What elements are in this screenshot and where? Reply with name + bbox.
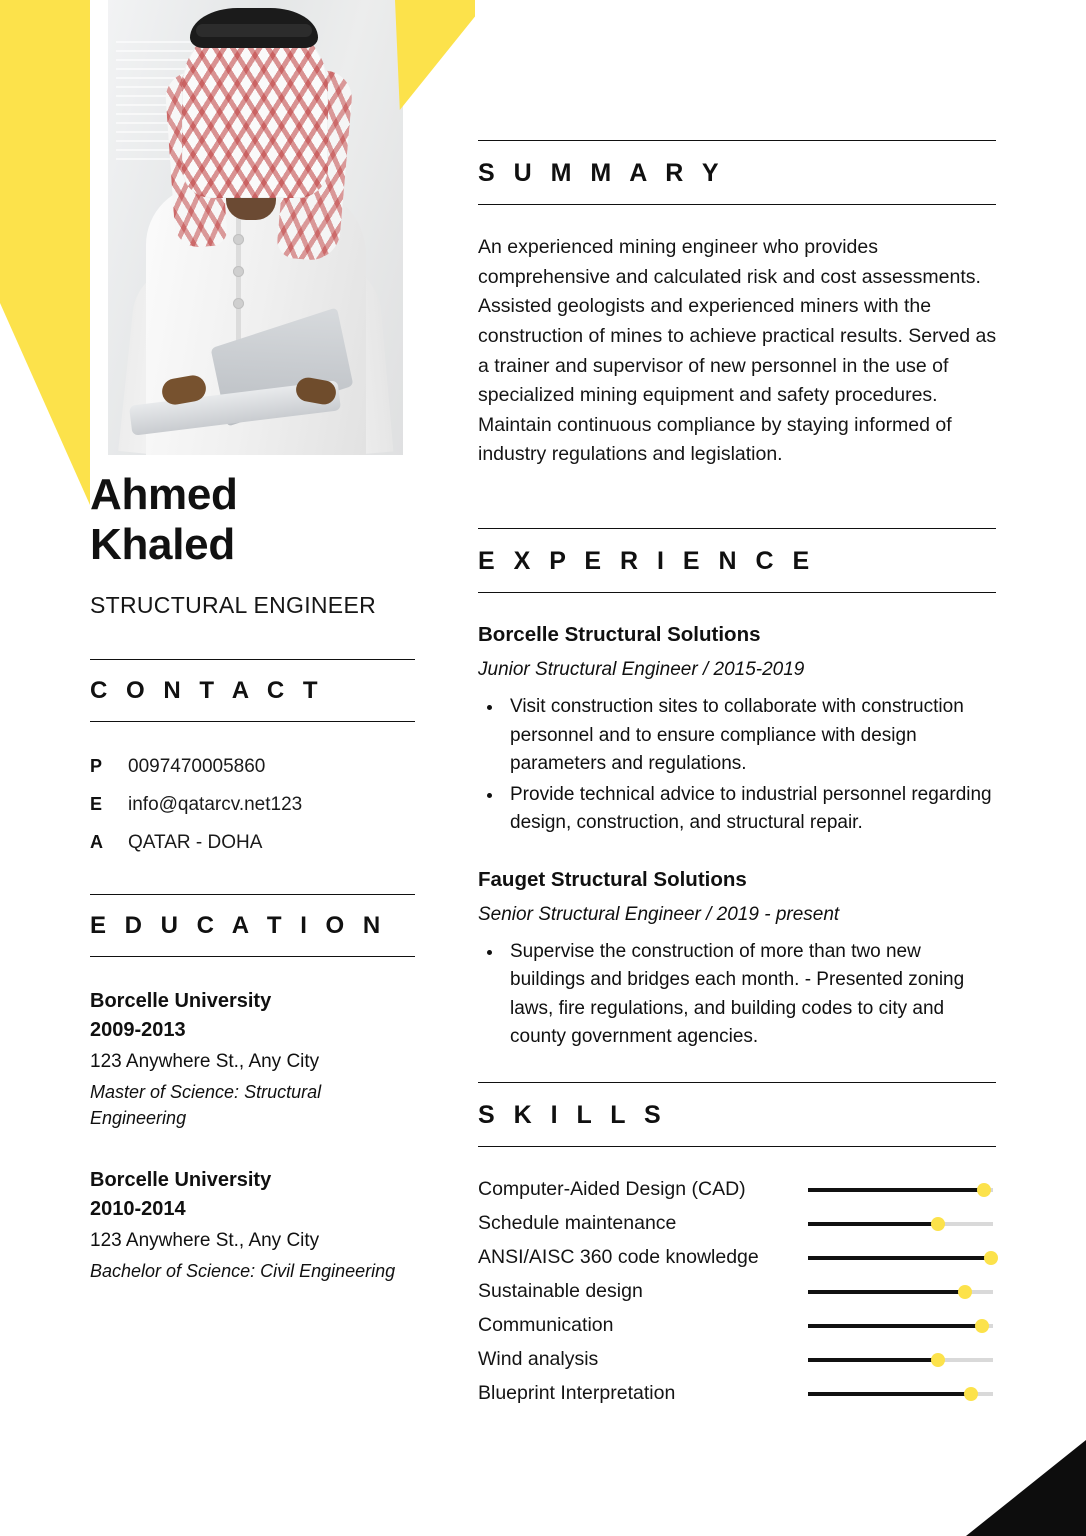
list-item <box>90 832 420 854</box>
experience-bullets <box>504 938 998 1052</box>
skill-label: Computer-Aided Design (CAD) <box>478 1178 746 1200</box>
summary-section-title: S U M M A R Y <box>478 159 725 187</box>
list-item: • Visit construction sites to collaborate with construction personnel and to ensure compliance with design parameters and regulations. <box>504 693 998 779</box>
skill-label: Sustainable design <box>478 1280 643 1302</box>
job-title: STRUCTURAL ENGINEER <box>90 592 376 619</box>
skill-meter-knob <box>931 1353 945 1367</box>
education-address: 123 Anywhere St., Any City <box>90 1229 320 1251</box>
skills-list <box>478 1173 998 1411</box>
experience-company: Borcelle Structural Solutions <box>478 623 761 646</box>
experience-bullets <box>504 693 998 838</box>
list-item <box>90 987 420 1131</box>
list-item <box>478 1309 998 1343</box>
contact-section-bottom-rule <box>90 721 415 722</box>
phone-value[interactable]: 0097470005860 <box>128 756 266 778</box>
education-degree: Master of Science: Structural Engineering <box>90 1082 322 1129</box>
skill-label: Communication <box>478 1314 614 1336</box>
skill-meter-knob <box>984 1251 998 1265</box>
skill-meter <box>808 1392 993 1396</box>
skill-label: Schedule maintenance <box>478 1212 677 1234</box>
experience-section-title: E X P E R I E N C E <box>478 547 816 575</box>
education-degree: Bachelor of Science: Civil Engineering <box>90 1260 396 1281</box>
skill-meter <box>808 1188 993 1192</box>
skill-label: ANSI/AISC 360 code knowledge <box>478 1246 759 1268</box>
skill-meter <box>808 1222 993 1226</box>
education-years: 2010-2014 <box>90 1197 186 1220</box>
education-address: 123 Anywhere St., Any City <box>90 1051 320 1073</box>
figure-button <box>233 298 244 309</box>
figure-button <box>233 266 244 277</box>
skill-meter-fill <box>808 1358 938 1362</box>
yellow-left-shape <box>0 0 90 505</box>
skill-meter <box>808 1290 993 1294</box>
avatar <box>108 0 403 455</box>
page-title <box>90 470 420 570</box>
experience-section <box>478 528 998 1052</box>
skill-label: Blueprint Interpretation <box>478 1382 676 1404</box>
skills-section <box>478 1082 998 1411</box>
experience-company: Fauget Structural Solutions <box>478 867 747 891</box>
education-school-name: Borcelle University <box>90 990 272 1013</box>
summary-section-bottom-rule <box>478 204 996 205</box>
list-item <box>478 1275 998 1309</box>
skill-meter-fill <box>808 1222 938 1226</box>
education-school-name: Borcelle University <box>90 1168 272 1191</box>
list-item <box>478 623 998 838</box>
education-school <box>90 1166 420 1224</box>
left-column <box>90 470 420 1318</box>
list-item <box>90 1166 420 1284</box>
skill-meter-fill <box>808 1324 982 1328</box>
figure-button <box>233 234 244 245</box>
experience-section-bottom-rule <box>478 592 996 593</box>
agal-cord <box>190 8 318 48</box>
name-line-2: Khaled <box>90 520 235 570</box>
address-value: QATAR - DOHA <box>128 832 263 854</box>
skill-meter <box>808 1358 993 1362</box>
skills-section-title: S K I L L S <box>478 1100 667 1129</box>
address-label: A <box>90 832 103 853</box>
right-column <box>478 140 998 1411</box>
education-list <box>90 987 420 1283</box>
list-item <box>478 1377 998 1411</box>
list-item: • Provide technical advice to industrial personnel regarding design, construction, and structural repair. <box>504 781 998 838</box>
skill-meter <box>808 1324 993 1328</box>
education-section-title: E D U C A T I O N <box>90 912 387 940</box>
skill-meter-knob <box>931 1217 945 1231</box>
list-item <box>90 794 420 816</box>
education-school <box>90 987 420 1045</box>
skill-meter-fill <box>808 1290 965 1294</box>
list-item <box>478 1207 998 1241</box>
list-item <box>478 1241 998 1275</box>
skill-meter <box>808 1256 993 1260</box>
experience-role: Junior Structural Engineer / 2015-2019 <box>478 659 805 680</box>
yellow-diagonal-accent <box>395 0 475 110</box>
list-item <box>90 756 420 778</box>
education-section-bottom-rule <box>90 956 415 957</box>
skills-section-bottom-rule <box>478 1146 996 1147</box>
experience-list <box>478 623 998 1052</box>
skill-meter-knob <box>975 1319 989 1333</box>
list-item <box>478 868 998 1052</box>
black-corner-shape <box>966 1440 1086 1536</box>
contact-section-title: C O N T A C T <box>90 677 324 705</box>
phone-label: P <box>90 756 103 777</box>
list-item <box>478 1173 998 1207</box>
list-item: • Supervise the construction of more than two new buildings and bridges each month. - Presented zoning laws, fire regulations, and building codes to city and county government agencies. <box>504 938 998 1052</box>
skill-label: Wind analysis <box>478 1348 599 1370</box>
skill-meter-knob <box>958 1285 972 1299</box>
skill-meter-knob <box>977 1183 991 1197</box>
skill-meter-knob <box>964 1387 978 1401</box>
summary-text: An experienced mining engineer who provides comprehensive and calculated risk and cost assessments. Assisted geologists and experienced miners with the construction of mines to achieve practical results. Served as a trainer and supervisor of new personnel in the use of specialized mining equipment and safety procedures. Maintain continuous compliance by staying informed of industry regulations and legislation. <box>478 236 997 466</box>
skill-meter-fill <box>808 1256 991 1260</box>
contact-list <box>90 756 420 854</box>
email-label: E <box>90 794 103 815</box>
experience-role: Senior Structural Engineer / 2019 - present <box>478 903 840 925</box>
name-line-1: Ahmed <box>90 470 238 519</box>
skill-meter-fill <box>808 1188 984 1192</box>
skill-meter-fill <box>808 1392 971 1396</box>
email-value[interactable]: info@qatarcv.net123 <box>128 794 303 816</box>
education-years: 2009-2013 <box>90 1019 186 1042</box>
list-item <box>478 1343 998 1377</box>
